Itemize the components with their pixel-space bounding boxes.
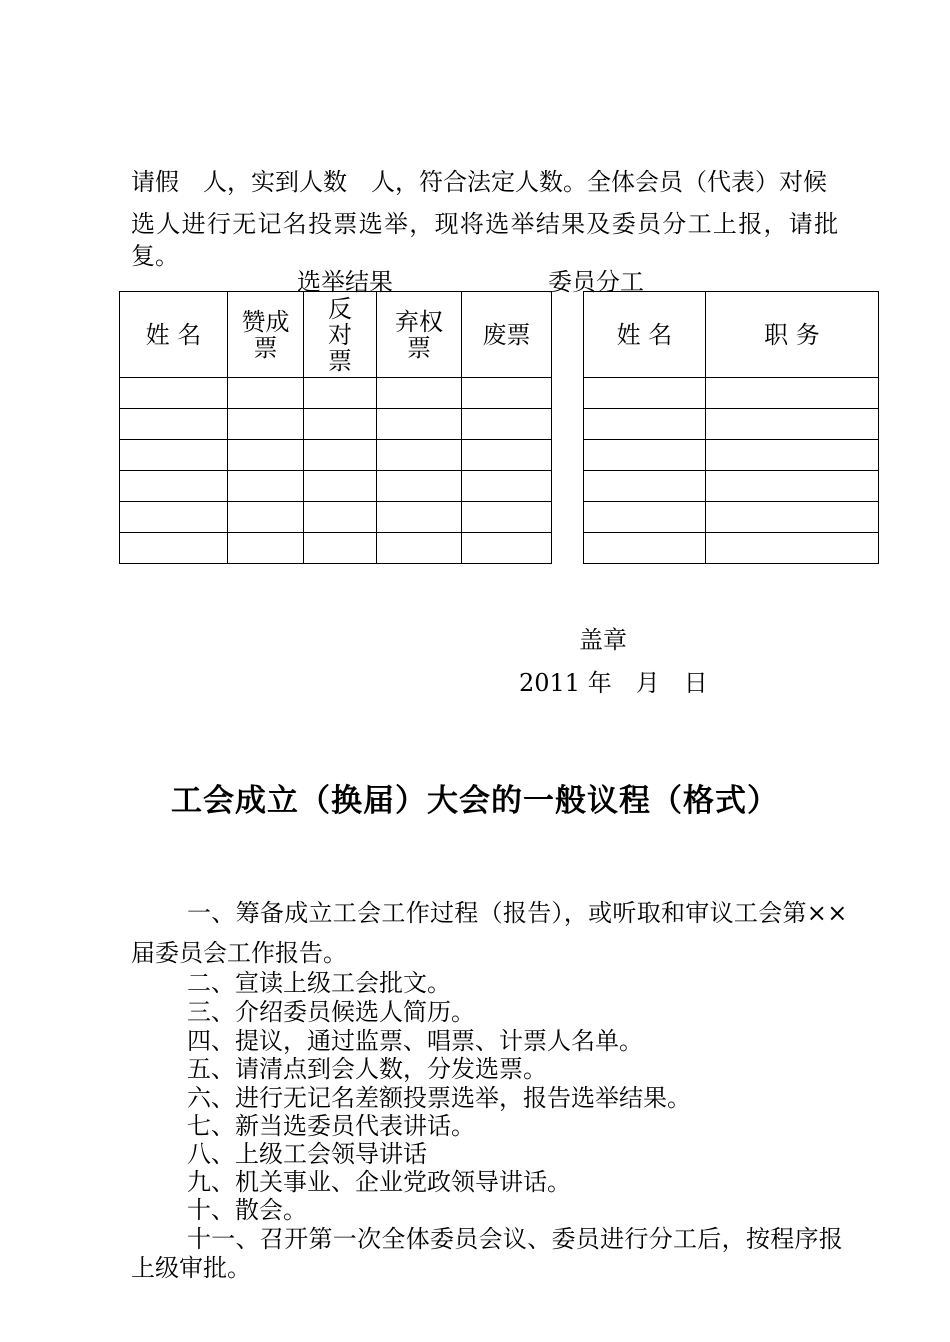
header-abstain: 弃权票 — [377, 292, 462, 378]
table-row — [584, 378, 879, 409]
table-row — [584, 409, 879, 440]
agenda-heading: 工会成立（换届）大会的一般议程（格式） — [171, 783, 779, 819]
table-cell — [304, 533, 377, 564]
table-header-row — [584, 292, 879, 378]
division-title: 委员分工 — [548, 268, 644, 296]
header-name: 姓 名 — [584, 292, 706, 378]
table-cell — [706, 440, 879, 471]
table-row — [120, 502, 552, 533]
table-row — [120, 471, 552, 502]
agenda-item-11-line-1: 十一、召开第一次全体委员会议、委员进行分工后，按程序报 — [187, 1225, 844, 1253]
agenda-item: 六、进行无记名差额投票选举，报告选举结果。 — [187, 1084, 691, 1112]
table-row — [120, 378, 552, 409]
table-cell — [462, 378, 552, 409]
table-cell — [377, 502, 462, 533]
agenda-item: 十、散会。 — [187, 1196, 307, 1224]
table-cell — [706, 378, 879, 409]
agenda-item-11-line-2: 上级审批。 — [131, 1254, 251, 1282]
table-cell — [462, 409, 552, 440]
date-line: 2011 年 月 日 — [519, 669, 708, 697]
table-cell — [584, 533, 706, 564]
table-cell — [228, 378, 304, 409]
table-row — [584, 471, 879, 502]
table-cell — [377, 409, 462, 440]
table-cell — [377, 440, 462, 471]
table-cell — [706, 409, 879, 440]
table-cell — [706, 533, 879, 564]
election-result-table — [119, 291, 552, 564]
agenda-item: 二、宣读上级工会批文。 — [187, 969, 451, 997]
table-cell — [377, 471, 462, 502]
table-cell — [304, 471, 377, 502]
table-cell — [228, 533, 304, 564]
table-cell — [228, 502, 304, 533]
table-cell — [584, 440, 706, 471]
table-cell — [584, 471, 706, 502]
table-row — [584, 440, 879, 471]
agenda-item: 四、提议，通过监票、唱票、计票人名单。 — [187, 1027, 643, 1055]
table-cell — [228, 440, 304, 471]
table-cell — [120, 502, 228, 533]
table-cell — [120, 409, 228, 440]
intro-line-1: 请假 人，实到人数 人，符合法定人数。全体会员（代表）对候 — [131, 168, 827, 196]
intro-line-2: 选人进行无记名投票选举，现将选举结果及委员分工上报，请批 — [131, 210, 840, 238]
table-cell — [120, 440, 228, 471]
agenda-item-1-line-1: 一、筹备成立工会工作过程（报告），或听取和审议工会第×× — [187, 899, 848, 927]
table-row — [584, 502, 879, 533]
header-position: 职 务 — [706, 292, 879, 378]
table-cell — [304, 378, 377, 409]
table-cell — [462, 533, 552, 564]
intro-line-3: 复。 — [131, 242, 179, 270]
agenda-item: 九、机关事业、企业党政领导讲话。 — [187, 1168, 571, 1196]
table-cell — [584, 502, 706, 533]
table-cell — [120, 471, 228, 502]
election-result-title: 选举结果 — [297, 268, 393, 296]
agenda-item: 三、介绍委员候选人简历。 — [187, 998, 475, 1026]
table-cell — [377, 533, 462, 564]
table-cell — [706, 502, 879, 533]
table-cell — [120, 533, 228, 564]
table-cell — [228, 409, 304, 440]
table-cell — [377, 378, 462, 409]
header-name: 姓 名 — [120, 292, 228, 378]
agenda-item-1-line-2: 届委员会工作报告。 — [131, 939, 347, 967]
table-cell — [706, 471, 879, 502]
table-cell — [584, 409, 706, 440]
header-invalid: 废票 — [462, 292, 552, 378]
table-cell — [584, 378, 706, 409]
table-row — [120, 533, 552, 564]
table-cell — [304, 502, 377, 533]
table-cell — [304, 409, 377, 440]
table-cell — [304, 440, 377, 471]
table-header-row — [120, 292, 552, 378]
agenda-item: 八、上级工会领导讲话 — [187, 1140, 427, 1168]
table-row — [120, 440, 552, 471]
stamp-label: 盖章 — [579, 626, 627, 654]
table-cell — [120, 378, 228, 409]
division-table — [583, 291, 879, 564]
table-cell — [462, 440, 552, 471]
agenda-item: 七、新当选委员代表讲话。 — [187, 1112, 475, 1140]
header-oppose: 反对票 — [304, 292, 377, 378]
header-approve: 赞成票 — [228, 292, 304, 378]
table-cell — [228, 471, 304, 502]
agenda-item: 五、请清点到会人数，分发选票。 — [187, 1055, 547, 1083]
table-cell — [462, 471, 552, 502]
table-row — [120, 409, 552, 440]
table-cell — [462, 502, 552, 533]
table-row — [584, 533, 879, 564]
